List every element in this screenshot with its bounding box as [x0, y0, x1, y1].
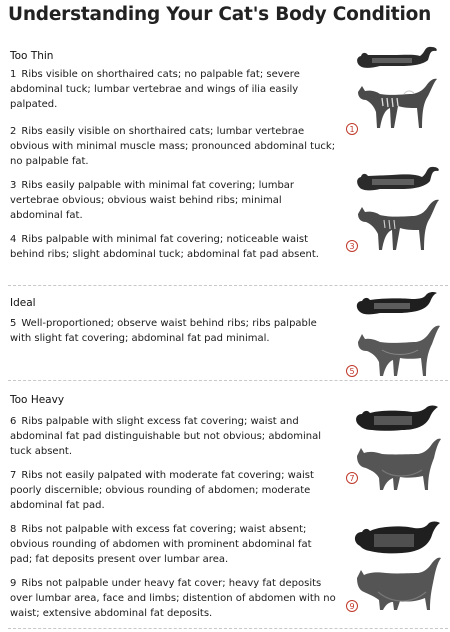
body-condition-badge: 7	[346, 472, 358, 484]
condition-item-7	[10, 468, 336, 513]
section-divider	[8, 628, 448, 629]
body-condition-badge: 3	[346, 240, 358, 252]
condition-text: Ribs palpable with slight excess fat covering; waist and abdominal fat pad distinguishable but not obvious; abdominal tuck absent.	[10, 416, 322, 457]
condition-item-8	[10, 522, 336, 567]
heavy-cat-illustration	[352, 520, 442, 614]
page-title: Understanding Your Cat's Body Condition	[8, 4, 432, 25]
condition-text: Well-proportioned; observe waist behind ribs; ribs palpable with slight fat covering; abdominal fat pad minimal.	[10, 318, 317, 344]
ideal-cat-illustration	[352, 290, 442, 382]
thin-cat-illustration	[352, 44, 442, 136]
condition-number: 2	[10, 126, 17, 137]
condition-text: Ribs palpable with minimal fat covering; noticeable waist behind ribs; slight abdominal tuck; abdominal fat pad absent.	[10, 234, 319, 260]
condition-item-5	[10, 316, 336, 346]
condition-number: 5	[10, 318, 17, 329]
condition-text: Ribs easily palpable with minimal fat covering; lumbar vertebrae obvious; obvious waist behind ribs; minimal abdominal fat.	[10, 180, 295, 221]
heavy-cat-illustration	[352, 404, 442, 496]
condition-number: 7	[10, 470, 17, 481]
condition-item-4	[10, 232, 336, 262]
condition-number: 6	[10, 416, 17, 427]
condition-number: 1	[10, 69, 17, 80]
condition-number: 9	[10, 578, 17, 589]
body-condition-badge: 5	[346, 365, 358, 377]
condition-item-3	[10, 178, 336, 223]
section-divider	[8, 285, 448, 286]
condition-text: Ribs visible on shorthaired cats; no palpable fat; severe abdominal tuck; lumbar vertebrae and wings of ilia easily palpated.	[10, 69, 300, 110]
condition-item-2	[10, 124, 336, 169]
condition-item-6	[10, 414, 336, 459]
condition-text: Ribs not palpable under heavy fat cover; heavy fat deposits over lumbar area, face and limbs; distention of abdomen with no waist; extensive abdominal fat deposits.	[10, 578, 336, 619]
condition-text: Ribs not easily palpated with moderate fat covering; waist poorly discernible; obvious rounding of abdomen; moderate abdominal fat pad.	[10, 470, 314, 511]
condition-item-1	[10, 67, 336, 112]
section-heading-too-thin: Too Thin	[10, 50, 54, 62]
thin-cat-illustration	[352, 162, 442, 256]
condition-item-9	[10, 576, 336, 621]
condition-text: Ribs easily visible on shorthaired cats; lumbar vertebrae obvious with minimal muscle mass; pronounced abdominal tuck; no palpable fat.	[10, 126, 336, 167]
body-condition-badge: 1	[346, 123, 358, 135]
condition-number: 8	[10, 524, 17, 535]
condition-number: 4	[10, 234, 17, 245]
section-heading-too-heavy: Too Heavy	[10, 394, 65, 406]
condition-number: 3	[10, 180, 17, 191]
condition-text: Ribs not palpable with excess fat covering; waist absent; obvious rounding of abdomen with prominent abdominal fat pad; fat deposits present over lumbar area.	[10, 524, 312, 565]
section-heading-ideal: Ideal	[10, 297, 36, 309]
body-condition-badge: 9	[346, 600, 358, 612]
